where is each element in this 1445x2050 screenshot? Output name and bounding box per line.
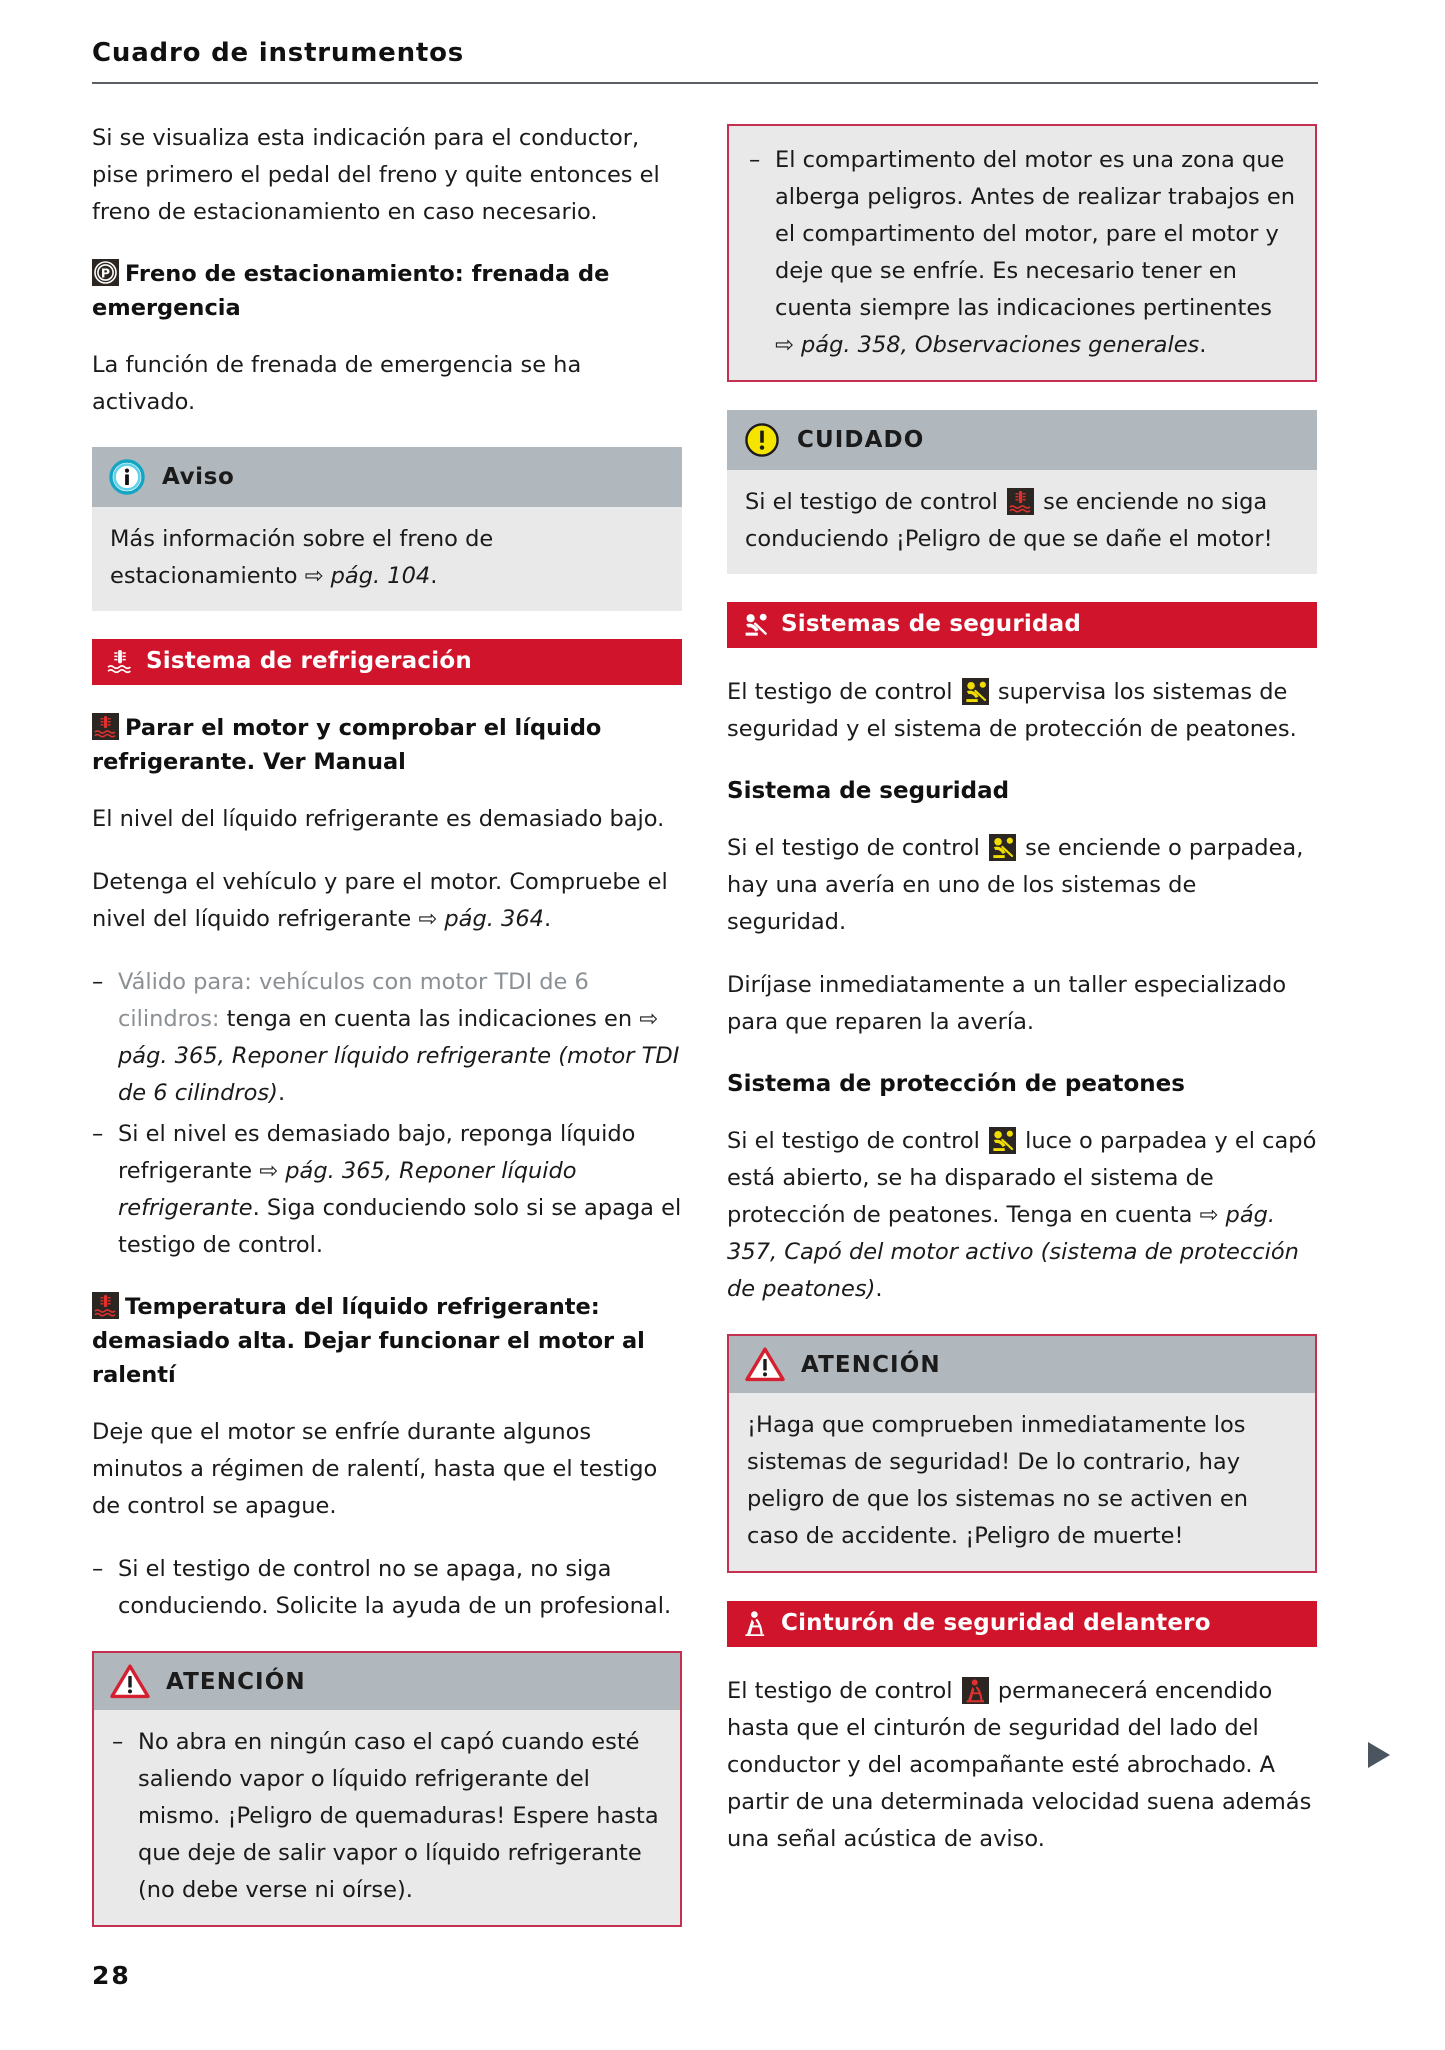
coolant-temp-icon: [106, 648, 134, 674]
section-bar-safety-label: Sistemas de seguridad: [781, 611, 1081, 637]
safety-p1-after: supervisa los sistemas de seguridad y el sistema de protección de peatones.: [727, 679, 1297, 742]
atencion-right-label: ATENCIÓN: [801, 1351, 941, 1378]
coolant-temp-tile-icon-2: [92, 1292, 119, 1319]
coolant-p2-after: .: [543, 906, 552, 932]
left-column: [92, 120, 682, 1955]
right-column: [727, 120, 1317, 1884]
bullet1-grey: Válido para: vehículos con motor TDI de 6 cilindros:: [118, 969, 589, 1032]
cuidado-notice-body: [727, 470, 1317, 574]
parking-brake-heading: [92, 257, 682, 325]
coolant-p1: El nivel del líquido refrigerante es demasiado bajo.: [92, 806, 665, 832]
seatbelt-inline-icon: [962, 1677, 989, 1704]
warning-triangle-icon-2: [745, 1347, 785, 1382]
atencion-notice-left-header: [94, 1653, 680, 1710]
cuidado-notice-header: [727, 410, 1317, 470]
safety-p4-mid: luce o parpadea y el capó está abierto, se ha disparado el sistema de protección de peatones. Tenga en cuenta: [727, 1128, 1317, 1228]
list-item: [92, 1116, 682, 1264]
coolant-temp-tile-icon: [92, 713, 119, 740]
airbag-inline-icon-3: [989, 1127, 1016, 1154]
seatbelt-paragraph: [727, 1673, 1317, 1858]
two-column-layout: [92, 120, 1355, 1955]
engine-box-before: El compartimento del motor es una zona que alberga peligros. Antes de realizar trabajos en el compartimento del motor, pare el motor y deje que se enfríe. Es necesario tener en cuenta siempre las indicaciones pertinentes: [775, 147, 1295, 321]
atencion-notice-right-body: [729, 1393, 1315, 1571]
safety-p4-after: .: [875, 1276, 883, 1302]
engine-box-after: .: [1199, 332, 1207, 358]
atencion-left-label: ATENCIÓN: [166, 1668, 306, 1695]
coolant-p2-before: Detenga el vehículo y pare el motor. Compruebe el nivel del líquido refrigerante: [92, 869, 668, 932]
info-icon: [108, 458, 146, 496]
engine-box-ref: ⇨ pág. 358, Observaciones generales: [775, 332, 1200, 358]
coolant-bullets-2: [92, 1551, 682, 1625]
list-item: [749, 142, 1295, 364]
coolant-temp-heading: [92, 1290, 682, 1392]
list-item: [92, 964, 682, 1112]
safety-subhead-2: Sistema de protección de peatones: [727, 1071, 1185, 1097]
aviso-ref: ⇨ pág. 104: [304, 563, 431, 589]
bullet1-ref: ⇨ pág. 365, Reponer líquido refrigerante (motor TDI de 6 cilindros): [118, 1006, 680, 1106]
engine-compartment-box: [727, 124, 1317, 382]
airbag-inline-icon-2: [989, 834, 1016, 861]
coolant-temp-heading-text: Temperatura del líquido refrigerante: demasiado alta. Dejar funcionar el motor al ralentí: [92, 1294, 645, 1388]
seatbelt-before: El testigo de control: [727, 1678, 960, 1704]
coolant-check-heading: [92, 711, 682, 779]
list-item: – No abra en ningún caso el capó cuando esté saliendo vapor o líquido refrigerante del mismo. ¡Peligro de quemaduras! Espere hasta que deje de salir vapor o líquido refrigerante (no debe verse ni oírse).: [112, 1724, 662, 1909]
safety-p2-after: se enciende o parpadea, hay una avería en uno de los sistemas de seguridad.: [727, 835, 1304, 935]
airbag-icon: [741, 611, 769, 637]
safety-p2-before: Si el testigo de control: [727, 835, 988, 861]
coolant-p3: Deje que el motor se enfríe durante algunos minutos a régimen de ralentí, hasta que el testigo de control se apague.: [92, 1419, 658, 1519]
safety-p1-before: El testigo de control: [727, 679, 960, 705]
atencion-notice-left-body: [94, 1710, 680, 1925]
safety-p2: [727, 830, 1317, 941]
svg-text:P: P: [100, 265, 111, 281]
coolant-bullets: [92, 964, 682, 1264]
safety-p4-before: Si el testigo de control: [727, 1128, 988, 1154]
aviso-label: Aviso: [162, 464, 235, 490]
cuidado-notice: [727, 410, 1317, 574]
cuidado-before: Si el testigo de control: [745, 489, 1006, 515]
page-title: Cuadro de instrumentos: [92, 38, 465, 68]
aviso-text-before: Más información sobre el freno de estacionamiento: [110, 526, 494, 589]
coolant-p2-ref: ⇨ pág. 364: [418, 906, 544, 932]
header-divider: [92, 82, 1318, 84]
section-bar-safety: [727, 602, 1317, 648]
cuidado-label: CUIDADO: [797, 427, 925, 453]
bullet2-after: . Siga conduciendo solo si se apaga el testigo de control.: [118, 1195, 682, 1258]
atencion-notice-right: [727, 1334, 1317, 1573]
intro-paragraph: Si se visualiza esta indicación para el conductor, pise primero el pedal del freno y quite entonces el freno de estacionamiento en caso necesario.: [92, 125, 660, 225]
bullet2-ref: ⇨ pág. 365, Reponer líquido refrigerante: [118, 1158, 577, 1221]
section-bar-cooling: [92, 639, 682, 685]
parking-brake-heading-text: Freno de estacionamiento: frenada de emergencia: [92, 261, 610, 321]
seatbelt-after: permanecerá encendido hasta que el cinturón de seguridad del lado del conductor y del acompañante esté abrochado. A partir de una determinada velocidad suena además una señal acústica de aviso.: [727, 1678, 1312, 1852]
section-bar-seatbelt: [727, 1601, 1317, 1647]
safety-p3: Diríjase inmediatamente a un taller especializado para que reparen la avería.: [727, 972, 1287, 1035]
parking-brake-body: La función de frenada de emergencia se ha activado.: [92, 352, 582, 415]
bullet2-normal: Si el nivel es demasiado bajo, reponga líquido refrigerante: [118, 1121, 636, 1184]
aviso-notice-body: [92, 507, 682, 611]
section-bar-seatbelt-label: Cinturón de seguridad delantero: [781, 1610, 1211, 1636]
coolant-check-heading-text: Parar el motor y comprobar el líquido refrigerante. Ver Manual: [92, 715, 602, 775]
safety-p1: [727, 674, 1317, 748]
page-number: 28: [92, 1961, 131, 1990]
list-item: – Si el testigo de control no se apaga, no siga conduciendo. Solicite la ayuda de un profesional.: [92, 1551, 682, 1625]
airbag-inline-icon: [962, 678, 989, 705]
caution-icon: [743, 421, 781, 459]
aviso-notice: [92, 447, 682, 611]
cuidado-after: se enciende no siga conduciendo ¡Peligro de que se dañe el motor!: [745, 489, 1273, 552]
seatbelt-icon: [741, 1610, 769, 1636]
bullet1-after: .: [277, 1080, 286, 1106]
section-bar-cooling-label: Sistema de refrigeración: [146, 648, 472, 674]
atencion-notice-left: [92, 1651, 682, 1927]
aviso-notice-header: [92, 447, 682, 507]
safety-p4-ref: ⇨ pág. 357, Capó del motor activo (sistema de protección de peatones): [727, 1202, 1299, 1302]
safety-p4: [727, 1123, 1317, 1308]
aviso-text-after: .: [430, 563, 438, 589]
atencion-notice-right-header: [729, 1336, 1315, 1393]
warning-triangle-icon: [110, 1664, 150, 1699]
coolant-temp-inline-icon: [1007, 488, 1034, 515]
atencion-right-text: ¡Haga que comprueben inmediatamente los sistemas de seguridad! De lo contrario, hay peligro de que los sistemas no se activen en caso de accidente. ¡Peligro de muerte!: [747, 1412, 1249, 1549]
engine-compartment-box-body: [729, 126, 1315, 380]
next-page-arrow-icon: [1368, 1742, 1390, 1768]
coolant-p2: [92, 864, 682, 938]
bullet1-normal: tenga en cuenta las indicaciones en: [219, 1006, 640, 1032]
safety-subhead-1: Sistema de seguridad: [727, 778, 1010, 804]
parking-brake-icon: [92, 259, 119, 286]
